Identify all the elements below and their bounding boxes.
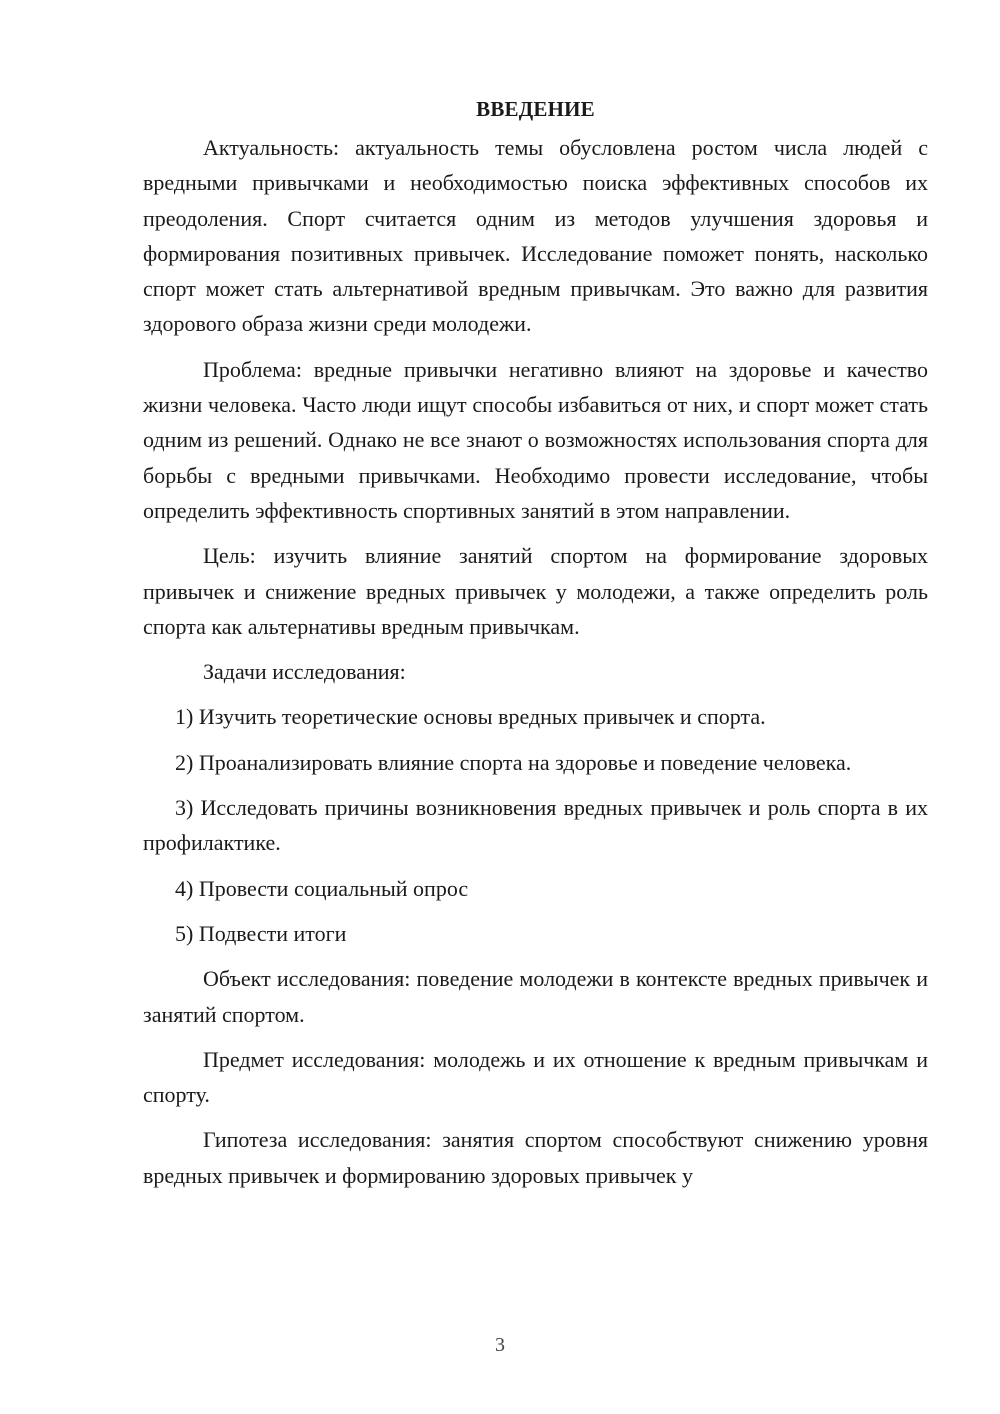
paragraph-problem: Проблема: вредные привычки негативно влияют на здоровье и качество жизни человека. Часто люди ищут способы избавиться от них, и спорт может стать одним из решений. Однако не все знают о возможностях использования спорта для борьбы с вредными привычками. Необходимо провести исследование, чтобы определить эффективность спортивных занятий в этом направлении. [143, 356, 928, 523]
task-item-5: 5) Подвести итоги [175, 920, 347, 946]
section-heading: ВВЕДЕНИЕ [476, 97, 595, 121]
paragraph-relevance: Актуальность: актуальность темы обусловлена ростом числа людей с вредными привычками и необходимостью поиска эффективных способов их преодоления. Спорт считается одним из методов улучшения здоровья и формирования позитивных привычек. Исследование поможет понять, насколько спорт может стать альтернативой вредным привычкам. Это важно для развития здорового образа жизни среди молодежи. [143, 135, 928, 337]
task-item-2: 2) Проанализировать влияние спорта на здоровье и поведение человека. [175, 749, 852, 775]
tasks-heading: Задачи исследования: [203, 659, 406, 685]
task-item-1: 1) Изучить теоретические основы вредных привычек и спорта. [175, 704, 766, 730]
task-item-4: 4) Провести социальный опрос [175, 875, 469, 901]
page-number: 3 [495, 1334, 505, 1356]
paragraph-subject: Предмет исследования: молодежь и их отношение к вредным привычкам и спорту. [143, 1046, 928, 1108]
document-body [143, 92, 928, 1203]
task-item-3: 3) Исследовать причины возникновения вредных привычек и роль спорта в их профилактике. [143, 795, 928, 856]
paragraph-object: Объект исследования: поведение молодежи в контексте вредных привычек и занятий спортом. [143, 966, 928, 1027]
paragraph-hypothesis: Гипотеза исследования: занятия спортом способствуют снижению уровня вредных привычек и формированию здоровых привычек у [143, 1127, 928, 1188]
paragraph-goal: Цель: изучить влияние занятий спортом на формирование здоровых привычек и снижение вредных привычек у молодежи, а также определить роль спорта как альтернативы вредным привычкам. [143, 543, 928, 639]
